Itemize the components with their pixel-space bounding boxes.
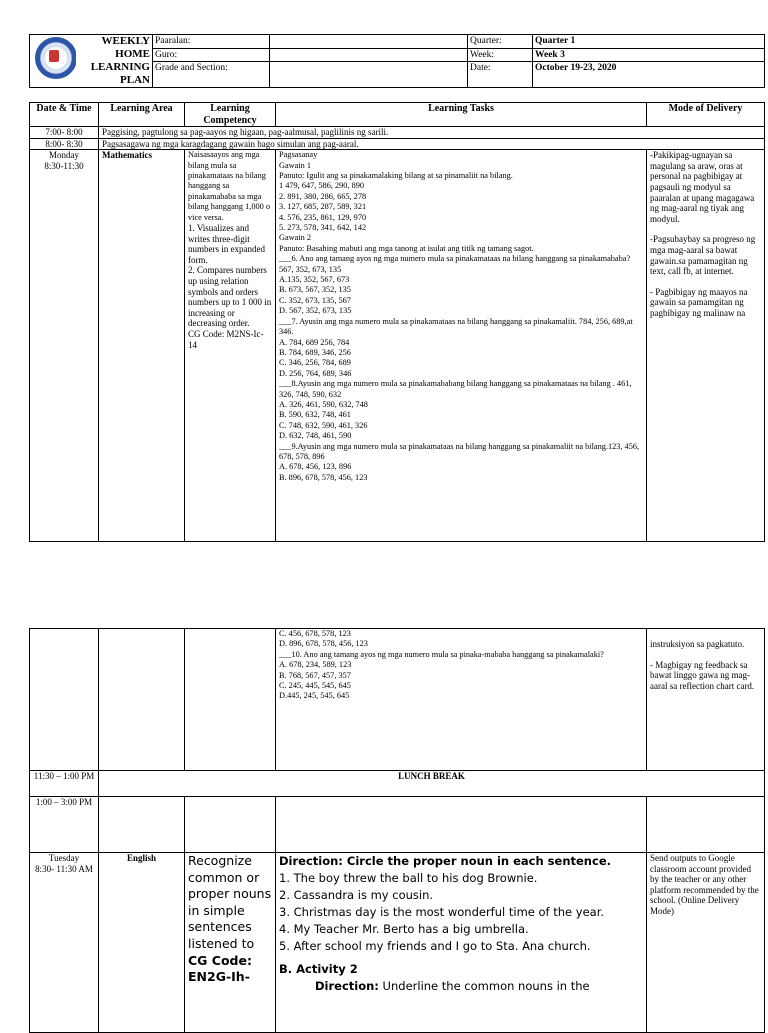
deped-logo-cell (30, 35, 76, 88)
task-line: C. 352, 673, 135, 567 (279, 295, 351, 305)
task-line: ___6. Ano ang tamang ayos ng mga numero mula sa pinakamataas na bilang hanggang sa pinakamababa? 567, 352, 673, 135 (279, 254, 631, 274)
task-line: A. 784, 689 256, 784 (279, 337, 350, 347)
cg-code: CG Code: M2NS-Ic-14 (188, 328, 264, 350)
routine-time: 7:00- 8:00 (30, 127, 99, 139)
task-line: A. 326, 461, 590, 632, 748 (279, 399, 368, 409)
tuesday-learning-area: English (99, 853, 185, 1033)
mode-paragraph: - Pagbibigay ng maayos na gawain sa pamamgitan ng pagbibigay ng malinaw na (650, 286, 748, 318)
monday-time: 8:30-11:30 (44, 160, 84, 171)
date-label: Date: (468, 62, 533, 88)
col-header-learning-tasks: Learning Tasks (276, 103, 647, 127)
task-line: 4. 576, 235, 861, 129, 970 (279, 212, 367, 222)
monday-mode-cell (647, 150, 765, 542)
afternoon-competency (185, 797, 276, 853)
week-value: Week 3 (533, 48, 765, 62)
continued-competency-cell (185, 629, 276, 771)
competency-filipino: Naisasaayos ang mga bilang mula sa pinakamataas na bilang hanggang sa pinakamababa sa mga bilang hanggang 1,000 o vice versa. (188, 150, 271, 222)
task-line: Panuto: Igulit ang sa pinakamalaking bilang at sa pinamaliit na bilang. (279, 171, 513, 180)
monday-competency-cell (185, 150, 276, 542)
task-line: Panuto: Basahing mabuti ang mga tanong at isulat ang titik ng tamang sagot. (279, 243, 534, 253)
routine-time: 8:00- 8:30 (30, 138, 99, 150)
tuesday-tasks-cell (276, 853, 647, 1033)
mode-paragraph: -Pakikipag-ugnayan sa magulang sa araw, oras at personal na pagbibigay at pagsauli ng modyul sa paaralan at upang magagawa ng mag-aaral ng tiyak ang modyul. (650, 150, 755, 224)
tuesday-day: Tuesday (48, 853, 80, 863)
paaralan-value (270, 35, 468, 49)
task-line: C. 245, 445, 545, 645 (279, 681, 351, 691)
page-2 (0, 610, 768, 1024)
paaralan-label: Paaralan: (153, 35, 270, 49)
task-line: B. 673, 567, 352, 135 (279, 285, 351, 295)
plan-table-page-1 (29, 102, 765, 542)
col-header-mode-of-delivery: Mode of Delivery (647, 103, 765, 127)
guro-value (270, 48, 468, 62)
task-line: B. 590, 632, 748, 461 (279, 410, 351, 420)
grade-section-value (270, 62, 468, 88)
task-line: 5. 273, 578, 341, 642, 142 (279, 223, 367, 233)
task-line: B. 896, 678, 578, 456, 123 (279, 472, 368, 482)
tuesday-item: 1. The boy threw the ball to his dog Brownie. (279, 871, 538, 885)
afternoon-tasks (276, 797, 647, 853)
tuesday-direction: Direction: Circle the proper noun in each sentence. (279, 854, 611, 868)
task-line: D.445, 245, 545, 645 (279, 691, 350, 701)
guro-label: Guro: (153, 48, 270, 62)
task-line: Gawain 1 (279, 160, 312, 170)
task-line: A. 678, 456, 123, 896 (279, 462, 352, 472)
monday-tasks-cell (276, 150, 647, 542)
deped-seal-icon (35, 37, 76, 79)
tuesday-time: 8:30- 11:30 AM (35, 863, 93, 874)
afternoon-area (99, 797, 185, 853)
task-line: C. 456, 678, 578, 123 (279, 629, 351, 638)
tuesday-item: 4. My Teacher Mr. Berto has a big umbrella. (279, 922, 529, 936)
tuesday-item: 5. After school my friends and I go to Sta. Ana church. (279, 939, 591, 953)
tuesday-item: 3. Christmas day is the most wonderful time of the year. (279, 905, 605, 919)
task-line: 3. 127, 685, 287, 589, 321 (279, 202, 367, 212)
monday-date-time-cell (30, 150, 99, 542)
task-line: B. 768, 567, 457, 357 (279, 670, 351, 680)
task-line: D. 896, 678, 578, 456, 123 (279, 639, 368, 649)
routine-text: Pagsasagawa ng mga karagdagang gawain bago simulan ang pag-aaral. (99, 138, 765, 150)
tuesday-item: 2. Cassandra is my cousin. (279, 888, 434, 902)
routine-text: Paggising, pagtulong sa pag-aayos ng higaan, pag-aalmusal, paglilinis ng sarili. (99, 127, 765, 139)
tuesday-competency: Recognize common or proper nouns in simple sentences listened to (188, 853, 272, 951)
col-header-learning-area: Learning Area (99, 103, 185, 127)
competency-item: 2. Compares numbers up using relation symbols and orders numbers up to 1 000 in increasing or decreasing order. (188, 265, 272, 329)
monday-day: Monday (49, 150, 79, 161)
monday-tasks-continued (276, 629, 647, 771)
lunch-break-label: LUNCH BREAK (99, 771, 765, 797)
task-line: ___10. Ano ang tamang ayos ng mga numero mula sa pinaka-mababa hanggang sa pinakamalaki? (279, 649, 604, 659)
mode-paragraph: -Pagsubaybay sa progreso ng mga mag-aaral sa bawat gawain.sa pamamagitan ng text, call fb, at internet. (650, 234, 756, 277)
task-line: B. 784, 689, 346, 256 (279, 347, 351, 357)
task-line: D. 567, 352, 673, 135 (279, 306, 352, 316)
col-header-learning-competency: Learning Competency (185, 103, 276, 127)
tuesday-competency-cell (185, 853, 276, 1033)
activity-2-title: B. Activity 2 (279, 962, 358, 976)
task-line: D. 256, 764, 689, 346 (279, 368, 352, 378)
page-break (0, 575, 768, 615)
mode-paragraph: - Magbigay ng feedback sa bawat linggo gawa ng mag-aaral sa reflection chart card. (650, 659, 755, 691)
date-value: October 19-23, 2020 (533, 62, 765, 88)
task-line: 2. 891, 380, 286, 665, 278 (279, 191, 367, 201)
tuesday-date-time-cell (30, 853, 99, 1033)
task-line: ___8.Ayusin ang mga numero mula sa pinakamababang bilang hanggang sa pinakamataas na bilang . 461, 326, 748, 590, 632 (279, 379, 632, 399)
continued-date-cell (30, 629, 99, 771)
mode-paragraph: instruksiyon sa pagkatuto. (650, 639, 745, 649)
task-line: D. 632, 748, 461, 590 (279, 431, 352, 441)
activity-2-direction: Direction: Underline the common nouns in the (315, 979, 590, 993)
afternoon-time: 1:00 – 3:00 PM (30, 797, 99, 853)
task-line: 1 479, 647, 586, 290, 890 (279, 181, 365, 191)
quarter-value: Quarter 1 (533, 35, 765, 49)
week-label: Week: (468, 48, 533, 62)
lunch-time: 11:30 – 1:00 PM (30, 771, 99, 797)
monday-mode-continued (647, 629, 765, 771)
quarter-label: Quarter: (468, 35, 533, 49)
task-line: C. 748, 632, 590, 461, 326 (279, 420, 368, 430)
task-line: Gawain 2 (279, 233, 312, 243)
header-table (29, 34, 765, 88)
afternoon-mode (647, 797, 765, 853)
task-line: A. 678, 234, 589, 123 (279, 660, 352, 670)
task-line: Pagsasanay (279, 150, 318, 160)
col-header-date-time: Date & Time (30, 103, 99, 127)
tuesday-cg-code: CG Code: EN2G-Ih- (188, 952, 252, 985)
tuesday-mode-cell: Send outputs to Google classroom account provided by the teacher or any other platform recommended by the school. (Online Delivery Mode) (647, 853, 765, 1033)
competency-item: 1. Visualizes and writes three-digit numbers in expanded form. (188, 223, 265, 265)
task-line: ___7. Ayusin ang mga numero mula sa pinakamataas na bilang hanggang sa pinakamaliit. 784, 256, 689,at 346. (279, 316, 633, 337)
task-line: C. 346, 256, 784, 689 (279, 358, 351, 368)
weekly-home-learning-plan-title: WEEKLY HOME LEARNING PLAN (76, 35, 153, 88)
task-line: ___9.Ayusin ang mga numero mula sa pinakamataas na bilang hanggang sa pinakamaliit na bilang.123, 456, 678, 578, 896 (279, 441, 640, 461)
grade-section-label: Grade and Section: (153, 62, 270, 88)
continued-area-cell (99, 629, 185, 771)
plan-table-page-2 (29, 628, 765, 1033)
monday-learning-area: Mathematics (99, 150, 185, 542)
task-line: A.135, 352, 567, 673 (279, 275, 350, 285)
